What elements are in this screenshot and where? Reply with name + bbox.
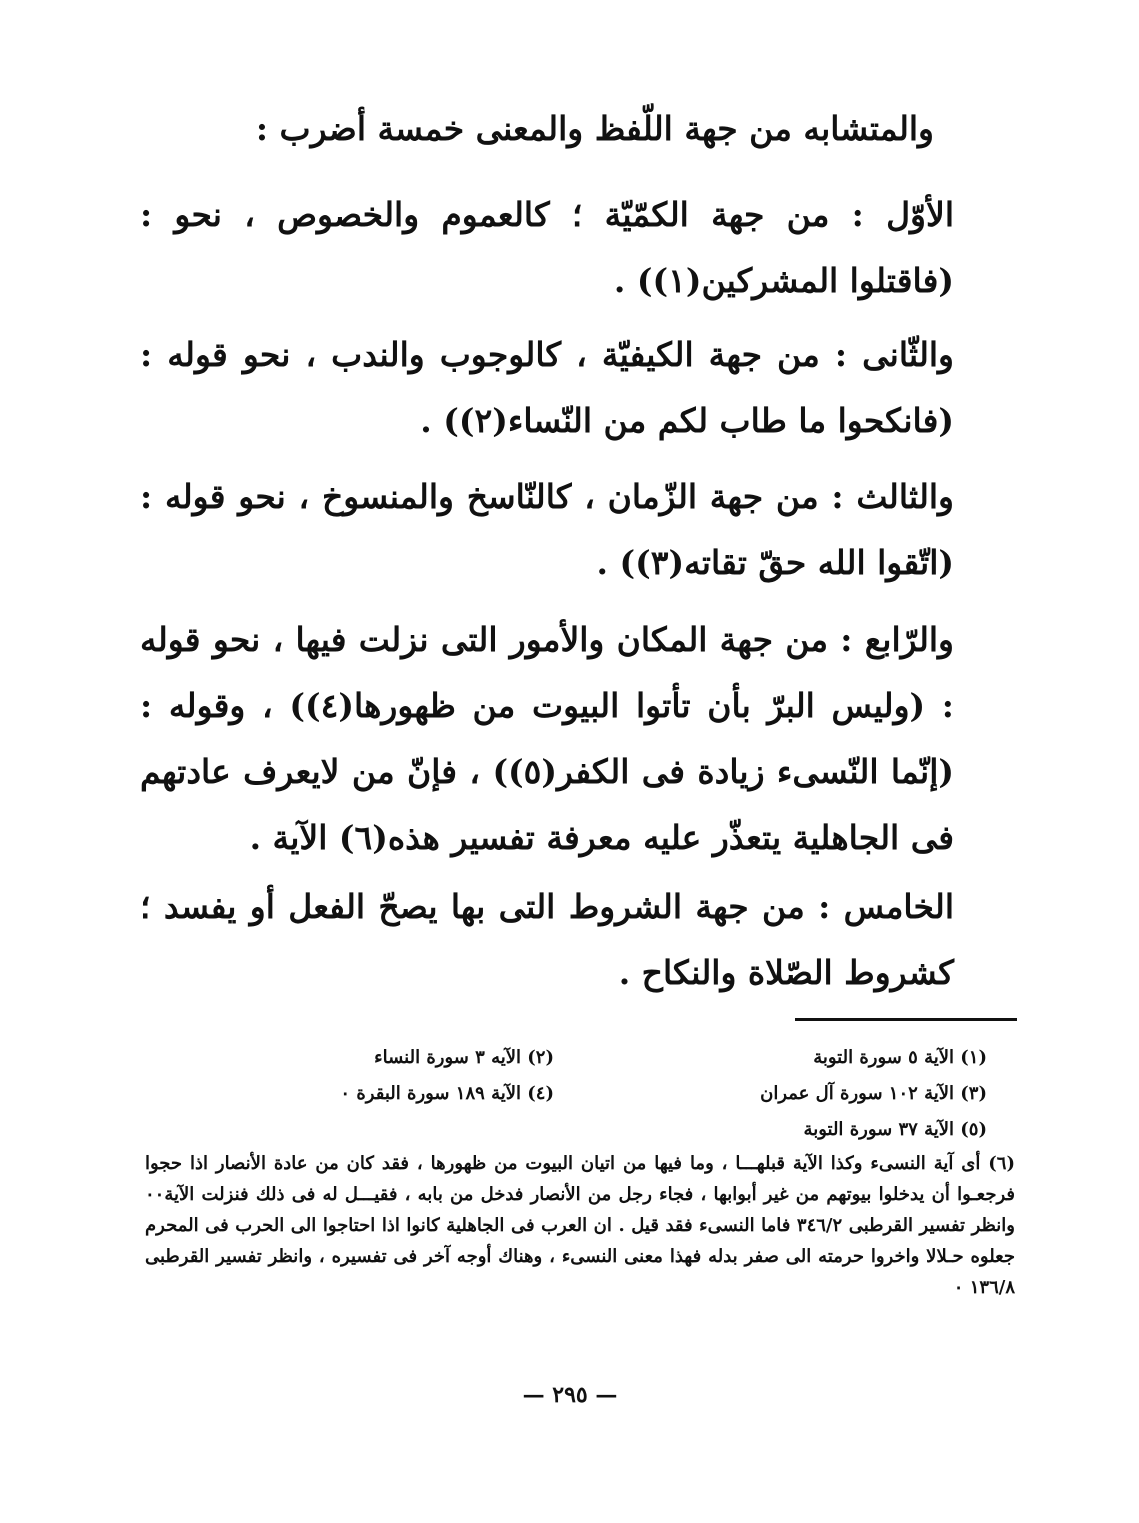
paragraph-fifth: الخامس : من جهة الشروط التى بها يصحّ الفعل أو يفسد ؛ كشروط الصّلاة والنكاح . <box>140 887 954 992</box>
paragraph-fourth: والرّابع : من جهة المكان والأمور التى نزلت فيها ، نحو قوله : (وليس البرّ بأن تأتوا البيوت من ظهورها(٤)) ، وقوله : (إنّما النّسىء زيادة فى الكفر(٥)) ، فإنّ من لايعرف عادتهم فى الجاهلية يتعذّر عليه معرفة تفسير هذه(٦) الآية . <box>140 620 954 857</box>
paragraph-second: والثّانى : من جهة الكيفيّة ، كالوجوب والندب ، نحو قوله : (فانكحوا ما طاب لكم من النّساء(٢)) . <box>140 335 954 440</box>
intro-line: والمتشابه من جهة اللّفظ والمعنى خمسة أضرب : <box>255 109 934 148</box>
footnote-2: (٢) الآيه ٣ سورة النساء <box>374 1047 554 1068</box>
paragraph-first: الأوّل : من جهة الكمّيّة ؛ كالعموم والخصوص ، نحو : (فاقتلوا المشركين(١)) . <box>140 195 954 300</box>
footnote-1: (١) الآية ٥ سورة التوبة <box>813 1047 987 1068</box>
footnote-5: (٥) الآية ٣٧ سورة التوبة <box>803 1119 987 1140</box>
footnote-divider <box>795 1018 1017 1021</box>
paragraph-third: والثالث : من جهة الزّمان ، كالنّاسخ والمنسوخ ، نحو قوله : (اتّقوا الله حقّ تقاته(٣)) . <box>140 477 954 582</box>
footnote-4: (٤) الآية ١٨٩ سورة البقرة ٠ <box>340 1083 554 1104</box>
footnote-6: (٦) أى آية النسىء وكذا الآية قبلهـــا ، وما فيها من اتيان البيوت من ظهورها ، فقد كان من عادة الأنصار اذا حجوا فرجعـوا أن يدخلوا بيوتهم من غير أبوابها ، فجاء رجل من الأنصار فدخل من بابه ، فقيـــل له فى ذلك فنزلت الآية٠٠ وانظر تفسير القرطبى ٣٤٦/٢ فاما النسىء فقد قيل . ان العرب فى الجاهلية كانوا اذا احتاجوا الى الحرب فى المحرم جعلوه حـلالا واخروا حرمته الى صفر بدله فهذا معنى النسىء ، وهناك أوجه آخر فى تفسيره ، وانظر تفسير القرطبى ١٣٦/٨ ٠ <box>145 1153 1015 1298</box>
page-number: — ٢٩٥ — <box>522 1382 618 1408</box>
footnote-3: (٣) الآية ١٠٢ سورة آل عمران <box>760 1083 987 1104</box>
